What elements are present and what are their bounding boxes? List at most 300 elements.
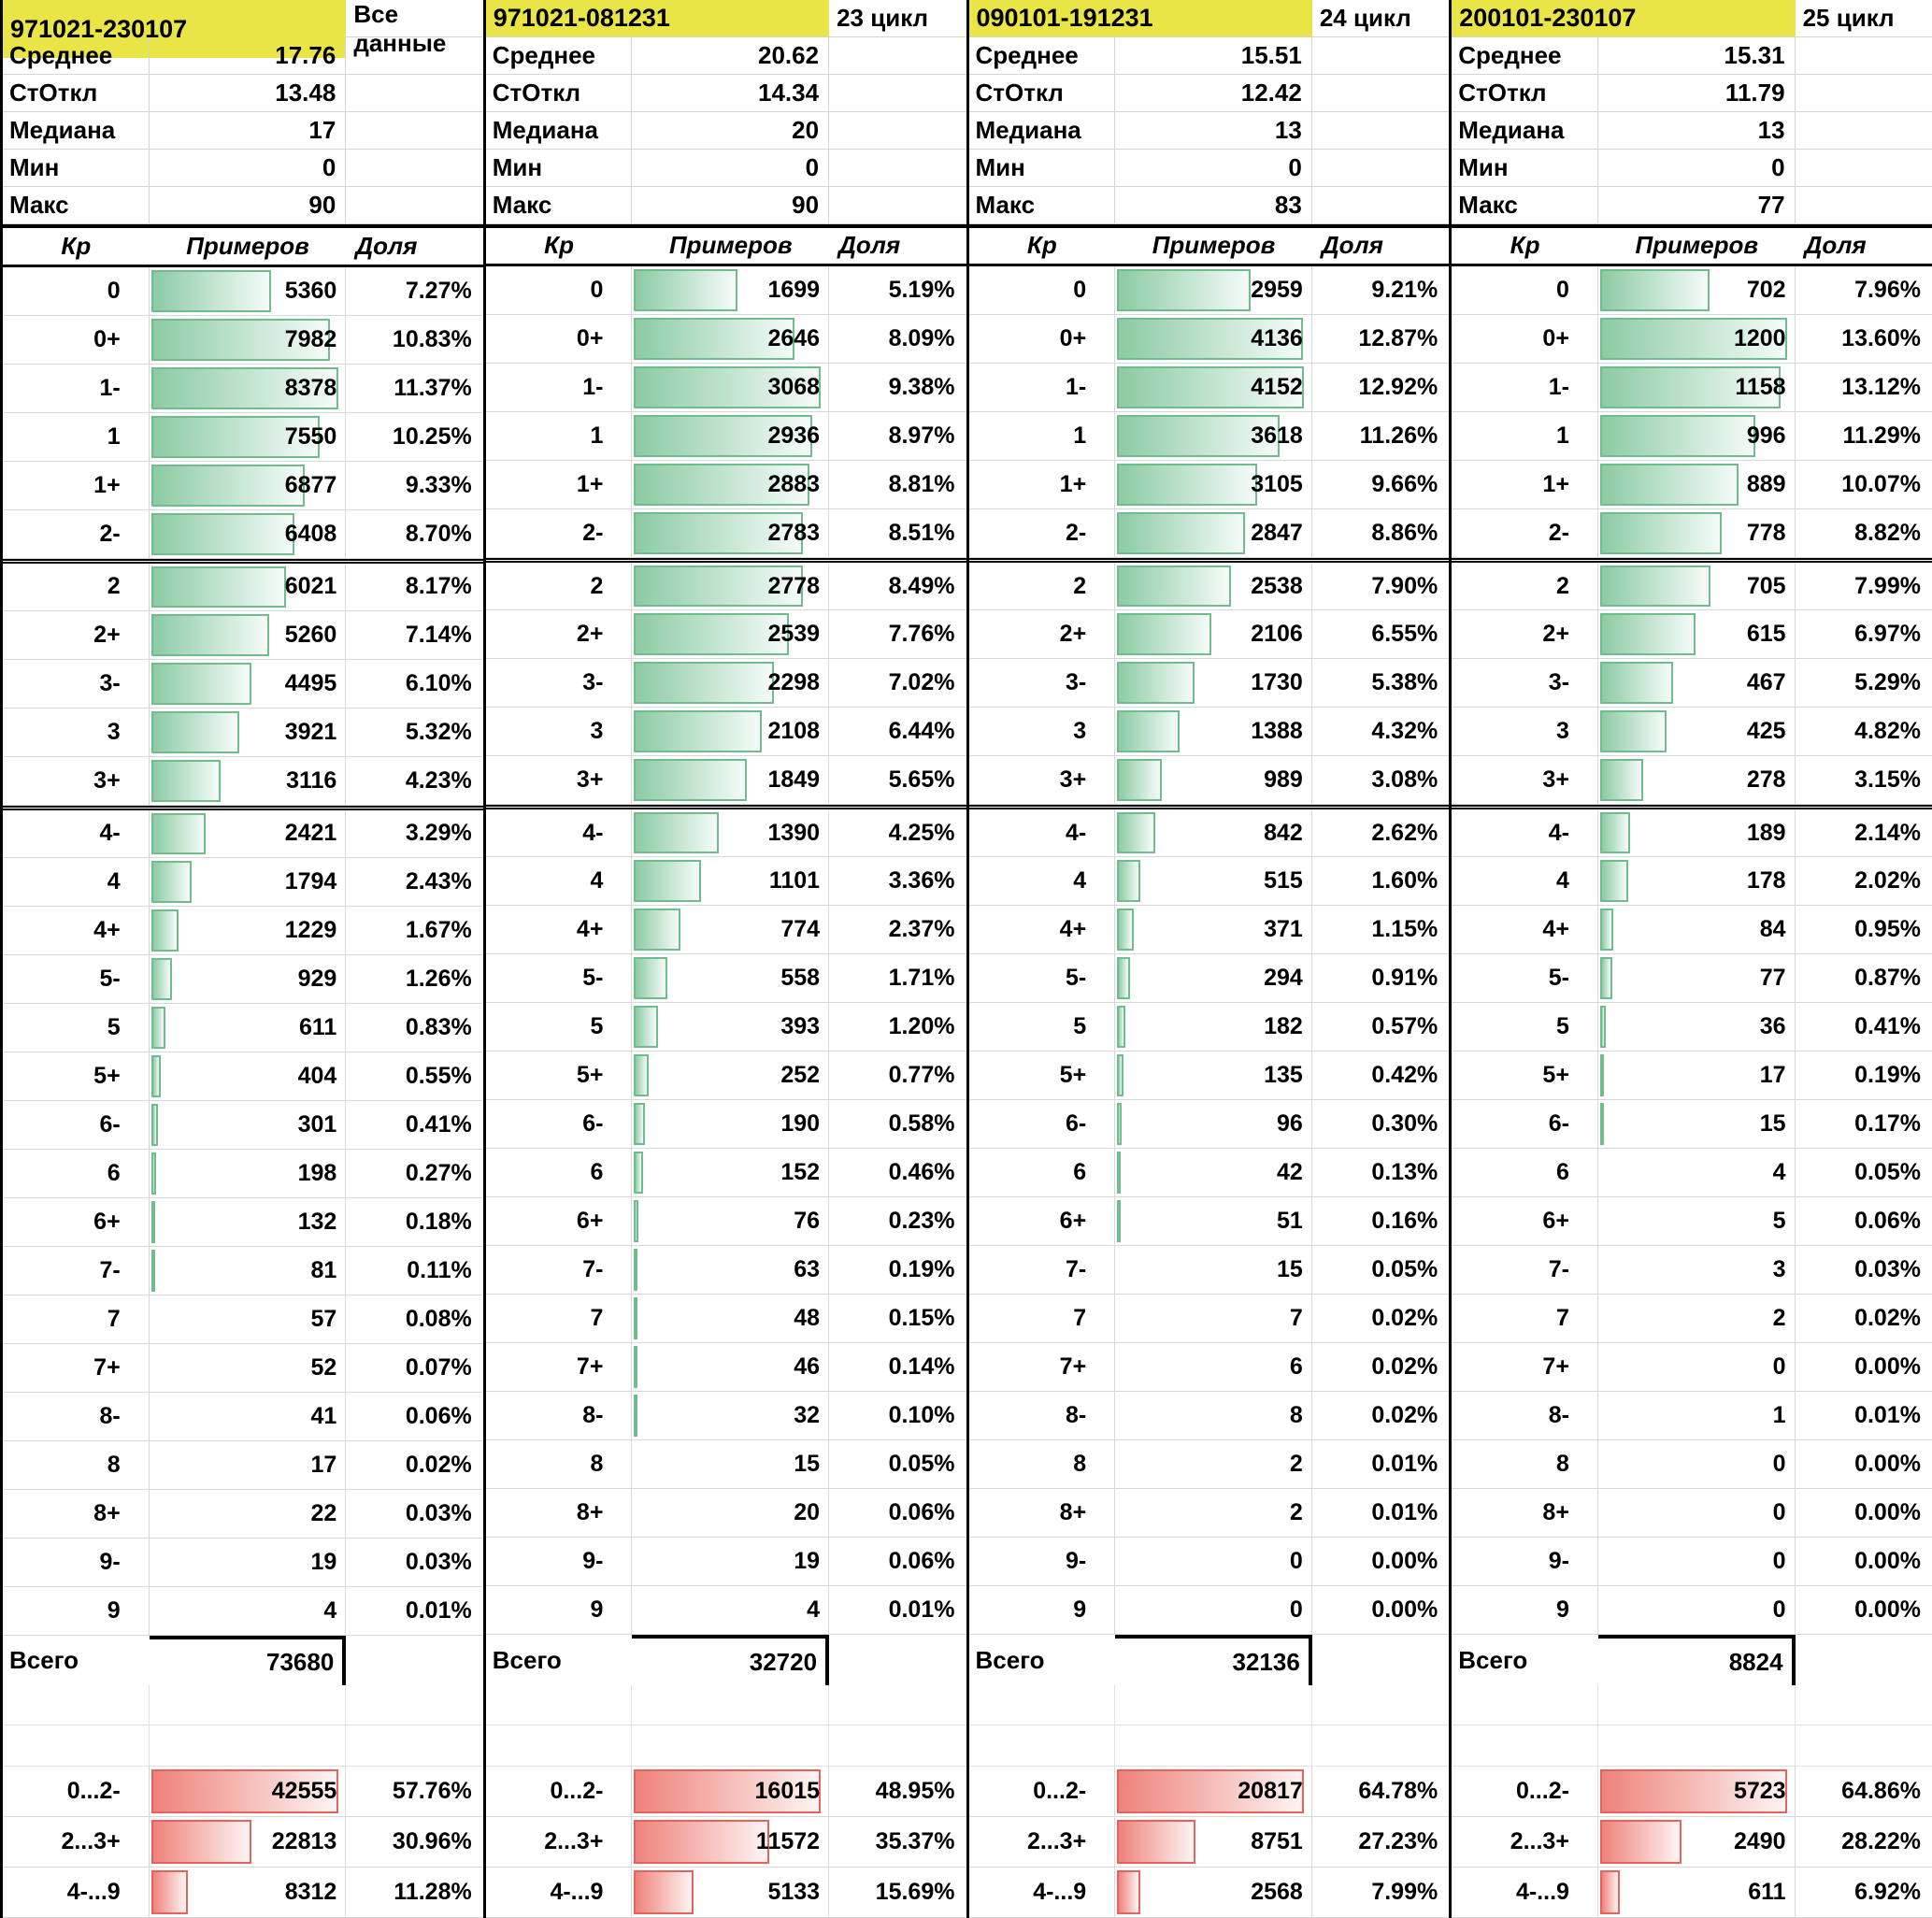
summary-label: 0...2- [969, 1767, 1116, 1816]
kr-cell: 4+ [969, 906, 1116, 953]
date-range-header: 200101-230107 [1452, 0, 1795, 36]
kr-cell: 7- [3, 1247, 150, 1295]
stat-value: 90 [150, 187, 347, 223]
summary-count: 5133 [767, 1879, 821, 1905]
stat-label: Медиана [486, 112, 633, 149]
kr-cell: 5+ [1452, 1052, 1598, 1099]
table-row [969, 315, 1450, 364]
stat-row [1452, 150, 1932, 187]
kr-cell: 6 [3, 1150, 150, 1197]
count-value: 2783 [767, 520, 821, 547]
examples-cell [1598, 1343, 1796, 1391]
table-row [969, 954, 1450, 1003]
summary-share: 35.37% [875, 1828, 955, 1854]
stat-blank-cell [829, 150, 966, 186]
examples-cell [1115, 756, 1312, 804]
examples-cell [632, 906, 829, 953]
table-row [969, 1295, 1450, 1343]
table-row [486, 906, 966, 954]
stat-label: СтОткл [1452, 75, 1598, 111]
table-row [3, 1490, 483, 1539]
examples-column-header: Примеров [186, 231, 309, 260]
panel [966, 0, 1450, 1918]
table-row [3, 1004, 483, 1052]
count-value: 1 [1772, 1402, 1786, 1429]
examples-cell [150, 267, 347, 315]
examples-cell [632, 1246, 829, 1294]
table-row [3, 1393, 483, 1441]
count-value: 1101 [768, 867, 821, 895]
kr-cell: 8- [1452, 1392, 1598, 1439]
kr-cell: 5 [1452, 1003, 1598, 1051]
table-row [486, 756, 966, 805]
examples-cell [1598, 1052, 1796, 1099]
kr-cell: 2- [3, 510, 150, 558]
kr-cell: 6+ [1452, 1197, 1598, 1245]
share-cell: 0.19% [1854, 1062, 1921, 1089]
kr-cell: 5- [3, 955, 150, 1003]
stat-label: Макс [486, 187, 633, 223]
table-row [486, 1100, 966, 1149]
table-row [486, 1197, 966, 1246]
table-row [486, 364, 966, 412]
table-row [486, 558, 966, 610]
share-cell: 6.55% [1371, 621, 1438, 648]
count-value: 778 [1746, 520, 1786, 547]
summary-count: 8312 [284, 1878, 337, 1905]
share-cell: 5.19% [888, 277, 955, 304]
kr-cell: 1+ [3, 462, 150, 509]
examples-cell [150, 709, 347, 756]
share-cell: 0.05% [1371, 1256, 1438, 1283]
count-value: 615 [1746, 621, 1786, 648]
kr-cell: 8- [486, 1392, 633, 1439]
count-value: 41 [310, 1402, 337, 1429]
stat-value: 13 [1598, 112, 1796, 149]
blank-row [3, 1725, 483, 1767]
stat-blank-cell [1312, 150, 1449, 186]
examples-cell [1115, 315, 1312, 363]
panel [1449, 0, 1932, 1918]
examples-cell [1598, 756, 1796, 804]
table-row [1452, 1538, 1932, 1586]
count-value: 371 [1264, 916, 1303, 943]
table-row [1452, 906, 1932, 954]
kr-cell: 2 [3, 564, 150, 610]
count-value: 6877 [284, 471, 337, 498]
share-cell: 0.42% [1371, 1062, 1438, 1089]
examples-cell [1115, 1440, 1312, 1488]
summary-label: 0...2- [486, 1767, 633, 1816]
kr-cell: 8+ [3, 1490, 150, 1538]
count-value: 17 [310, 1451, 337, 1478]
kr-cell: 2+ [486, 610, 633, 658]
kr-cell: 7- [1452, 1246, 1598, 1294]
stat-blank-cell [1796, 75, 1932, 111]
examples-cell [632, 1003, 829, 1051]
examples-cell [1115, 1489, 1312, 1537]
kr-cell: 3+ [1452, 756, 1598, 804]
summary-count: 8751 [1251, 1828, 1303, 1854]
kr-cell: 2 [969, 563, 1116, 609]
kr-cell: 6- [1452, 1100, 1598, 1148]
examples-cell [1598, 1100, 1796, 1148]
summary-label: 0...2- [1452, 1767, 1598, 1816]
examples-cell [1115, 412, 1312, 460]
stat-row [969, 37, 1450, 75]
share-cell: 9.33% [405, 471, 472, 498]
share-cell: 7.90% [1371, 572, 1438, 599]
count-value: 3116 [286, 766, 337, 794]
share-cell: 13.12% [1841, 374, 1921, 401]
count-value: 5 [1772, 1208, 1786, 1235]
share-cell: 0.03% [405, 1499, 472, 1526]
table-row [486, 1343, 966, 1392]
kr-cell: 3 [3, 709, 150, 756]
table-row [1452, 610, 1932, 659]
table-row [969, 1003, 1450, 1052]
count-value: 611 [298, 1013, 337, 1040]
examples-cell [1115, 1586, 1312, 1634]
stat-blank-cell [1796, 187, 1932, 223]
kr-cell: 4 [486, 857, 633, 905]
count-value: 15 [1277, 1256, 1303, 1283]
stat-row [3, 75, 483, 112]
share-cell: 5.29% [1854, 669, 1921, 696]
table-row [3, 1344, 483, 1393]
table-row [969, 1197, 1450, 1246]
share-cell: 0.06% [888, 1499, 955, 1526]
count-value: 0 [1772, 1499, 1786, 1526]
table-row [3, 413, 483, 462]
panel-header-row [486, 0, 966, 37]
table-row [1452, 857, 1932, 906]
table-row [1452, 1489, 1932, 1538]
stat-row [3, 187, 483, 224]
share-cell: 1.67% [405, 916, 472, 943]
examples-cell [632, 1392, 829, 1439]
count-value: 3105 [1251, 471, 1303, 498]
table-row [1452, 756, 1932, 805]
summary-share: 57.76% [392, 1777, 472, 1804]
count-value: 702 [1746, 277, 1786, 304]
summary-examples-cell [632, 1767, 829, 1816]
count-value: 393 [780, 1013, 821, 1040]
table-row [1452, 954, 1932, 1003]
summary-label: 4-...9 [969, 1868, 1116, 1917]
table-column-header [1452, 224, 1932, 267]
table-row [1452, 461, 1932, 509]
count-value: 63 [794, 1256, 821, 1283]
examples-cell [1115, 659, 1312, 707]
share-cell: 8.97% [888, 422, 955, 450]
summary-examples-cell [150, 1767, 347, 1816]
table-row [1452, 1100, 1932, 1149]
table-row [969, 1343, 1450, 1392]
count-value: 48 [794, 1305, 821, 1332]
share-cell: 0.13% [1371, 1159, 1438, 1186]
stat-value: 20.62 [632, 37, 829, 74]
kr-cell: 7 [486, 1295, 633, 1342]
examples-cell [1598, 1392, 1796, 1439]
summary-examples-cell [150, 1868, 347, 1917]
count-value: 558 [780, 965, 821, 992]
kr-cell: 3- [3, 660, 150, 708]
table-row [486, 1440, 966, 1489]
share-cell: 11.29% [1842, 422, 1921, 450]
stat-label: Мин [3, 150, 150, 186]
stat-row [3, 150, 483, 187]
examples-cell [1115, 266, 1312, 314]
share-cell: 0.19% [888, 1256, 955, 1283]
examples-cell [1598, 708, 1796, 755]
kr-cell: 2+ [1452, 610, 1598, 658]
kr-cell: 5- [486, 954, 633, 1002]
table-row [969, 1052, 1450, 1100]
kr-cell: 4+ [1452, 906, 1598, 953]
kr-cell: 1 [1452, 412, 1598, 460]
kr-cell: 5- [969, 954, 1116, 1002]
share-cell: 1.60% [1371, 867, 1438, 895]
count-value: 4 [1772, 1159, 1786, 1186]
kr-cell: 5 [3, 1004, 150, 1052]
total-value: 73680 [150, 1636, 347, 1685]
total-label: Всего [492, 1645, 562, 1674]
count-value: 774 [780, 916, 821, 943]
table-row [486, 412, 966, 461]
stat-row [486, 37, 966, 75]
table-row [1452, 1197, 1932, 1246]
count-value: 32 [794, 1402, 821, 1429]
share-column-header: Доля [1321, 231, 1383, 260]
stat-row [969, 150, 1450, 187]
kr-cell: 1+ [1452, 461, 1598, 508]
share-cell: 12.92% [1358, 374, 1438, 401]
stat-blank-cell [346, 75, 482, 111]
table-row [969, 756, 1450, 805]
share-cell: 1.26% [405, 965, 472, 992]
stat-blank-cell [1312, 112, 1449, 149]
count-value: 22 [310, 1499, 337, 1526]
share-column-header: Доля [838, 231, 901, 260]
share-cell: 0.11% [407, 1256, 472, 1283]
count-value: 7 [1289, 1305, 1303, 1332]
stat-blank-cell [829, 37, 966, 74]
count-value: 96 [1277, 1110, 1303, 1138]
examples-cell [1598, 954, 1796, 1002]
summary-row [969, 1767, 1450, 1817]
kr-cell: 6- [486, 1100, 633, 1148]
share-cell: 0.91% [1371, 965, 1438, 992]
kr-cell: 4+ [486, 906, 633, 953]
stat-blank-cell [1796, 150, 1932, 186]
examples-cell [632, 1052, 829, 1099]
table-row [3, 1101, 483, 1150]
examples-cell [1598, 857, 1796, 905]
stat-blank-cell [1796, 112, 1932, 149]
table-column-header [486, 224, 966, 267]
table-row [1452, 1295, 1932, 1343]
date-range-header: 090101-191231 [969, 0, 1312, 36]
summary-count: 22813 [271, 1827, 337, 1854]
total-row [969, 1635, 1450, 1685]
share-cell: 0.95% [1854, 916, 1921, 943]
stat-label: Мин [1452, 150, 1598, 186]
kr-cell: 5 [969, 1003, 1116, 1051]
examples-cell [1598, 266, 1796, 314]
examples-cell [1598, 659, 1796, 707]
table-row [486, 1246, 966, 1295]
count-value: 2 [1289, 1451, 1303, 1478]
count-value: 278 [1746, 766, 1786, 794]
count-value: 4136 [1251, 325, 1303, 352]
examples-cell [1115, 1100, 1312, 1148]
table-row [3, 907, 483, 955]
examples-cell [1115, 954, 1312, 1002]
stat-value: 0 [1115, 150, 1312, 186]
examples-cell [150, 1052, 347, 1100]
summary-row [1452, 1868, 1932, 1918]
summary-examples-cell [1115, 1817, 1312, 1867]
count-value: 4495 [284, 669, 337, 696]
examples-cell [632, 954, 829, 1002]
share-cell: 2.62% [1371, 819, 1438, 846]
examples-cell [632, 756, 829, 804]
examples-cell [632, 266, 829, 314]
count-value: 6 [1289, 1353, 1303, 1381]
examples-cell [1115, 1052, 1312, 1099]
count-value: 5360 [284, 277, 337, 304]
share-cell: 10.25% [392, 422, 472, 450]
share-cell: 0.41% [405, 1110, 472, 1138]
cycle-label: Все данные [353, 0, 447, 57]
kr-cell: 6- [3, 1101, 150, 1149]
count-value: 77 [1759, 965, 1786, 992]
count-value: 42 [1277, 1159, 1303, 1186]
count-value: 132 [297, 1208, 337, 1235]
stat-value: 11.79 [1598, 75, 1796, 111]
share-cell: 8.81% [888, 471, 955, 498]
table-row [3, 1587, 483, 1636]
share-cell: 5.32% [405, 718, 472, 745]
total-value: 32136 [1115, 1635, 1312, 1685]
count-value: 135 [1264, 1062, 1303, 1089]
summary-examples-cell [150, 1817, 347, 1867]
count-value: 15 [794, 1451, 821, 1478]
summary-count: 611 [1748, 1879, 1786, 1905]
kr-cell: 1- [3, 365, 150, 412]
share-cell: 8.17% [405, 573, 472, 600]
kr-cell: 0 [486, 266, 633, 314]
count-value: 51 [1277, 1208, 1303, 1235]
table-row [486, 857, 966, 906]
summary-count: 42555 [271, 1777, 337, 1804]
stat-label: Макс [969, 187, 1116, 223]
kr-cell: 4 [969, 857, 1116, 905]
table-row [1452, 558, 1932, 610]
summary-examples-cell [1598, 1868, 1796, 1917]
table-row [969, 1440, 1450, 1489]
examples-cell [150, 1150, 347, 1197]
share-column-header: Доля [1804, 231, 1867, 260]
kr-cell: 9 [1452, 1586, 1598, 1634]
count-value: 4152 [1251, 374, 1303, 401]
count-value: 152 [780, 1159, 821, 1186]
kr-cell: 4 [1452, 857, 1598, 905]
examples-cell [632, 1440, 829, 1488]
count-value: 2883 [767, 471, 821, 498]
examples-cell [150, 1344, 347, 1392]
summary-label: 0...2- [3, 1767, 150, 1816]
examples-cell [632, 1100, 829, 1148]
stat-label: СтОткл [486, 75, 633, 111]
count-value: 5260 [284, 621, 337, 648]
kr-cell: 9- [486, 1538, 633, 1585]
stat-blank-cell [1312, 37, 1449, 74]
kr-cell: 2+ [969, 610, 1116, 658]
examples-cell [1115, 1538, 1312, 1585]
kr-cell: 2 [1452, 563, 1598, 609]
kr-cell: 1- [1452, 364, 1598, 411]
share-cell: 1.20% [888, 1013, 955, 1040]
stat-label: Медиана [3, 112, 150, 149]
kr-cell: 7 [3, 1295, 150, 1343]
kr-cell: 8+ [486, 1489, 633, 1537]
examples-cell [1115, 809, 1312, 856]
table-row [1452, 1440, 1932, 1489]
summary-examples-cell [1115, 1868, 1312, 1917]
examples-cell [150, 810, 347, 857]
stat-row [486, 150, 966, 187]
share-cell: 0.87% [1854, 965, 1921, 992]
stat-row [1452, 187, 1932, 224]
share-cell: 13.60% [1841, 325, 1921, 352]
stat-row [3, 112, 483, 150]
summary-share: 30.96% [392, 1827, 472, 1854]
count-value: 1390 [767, 819, 821, 846]
examples-cell [1598, 1440, 1796, 1488]
table-row [1452, 659, 1932, 708]
count-value: 84 [1759, 916, 1786, 943]
examples-cell [1115, 509, 1312, 557]
examples-cell [1115, 1197, 1312, 1245]
stat-row [486, 75, 966, 112]
summary-count: 20817 [1238, 1778, 1303, 1804]
table-row [1452, 1246, 1932, 1295]
table-row [969, 1538, 1450, 1586]
count-value: 6021 [284, 573, 337, 600]
examples-cell [150, 1441, 347, 1489]
count-value: 3921 [284, 718, 337, 745]
summary-label: 4-...9 [486, 1868, 633, 1917]
examples-cell [1598, 1489, 1796, 1537]
count-value: 1388 [1251, 718, 1303, 745]
examples-cell [150, 316, 347, 364]
count-value: 294 [1264, 965, 1303, 992]
summary-examples-cell [1598, 1767, 1796, 1816]
stat-value: 90 [632, 187, 829, 223]
stat-row [486, 112, 966, 150]
panel [483, 0, 966, 1918]
share-cell: 3.36% [888, 867, 955, 895]
kr-column-header: Кр [61, 231, 92, 260]
table-row [3, 955, 483, 1004]
examples-cell [150, 1198, 347, 1246]
table-row [3, 1247, 483, 1295]
kr-cell: 0+ [3, 316, 150, 364]
kr-cell: 3 [969, 708, 1116, 755]
share-cell: 0.02% [405, 1451, 472, 1478]
